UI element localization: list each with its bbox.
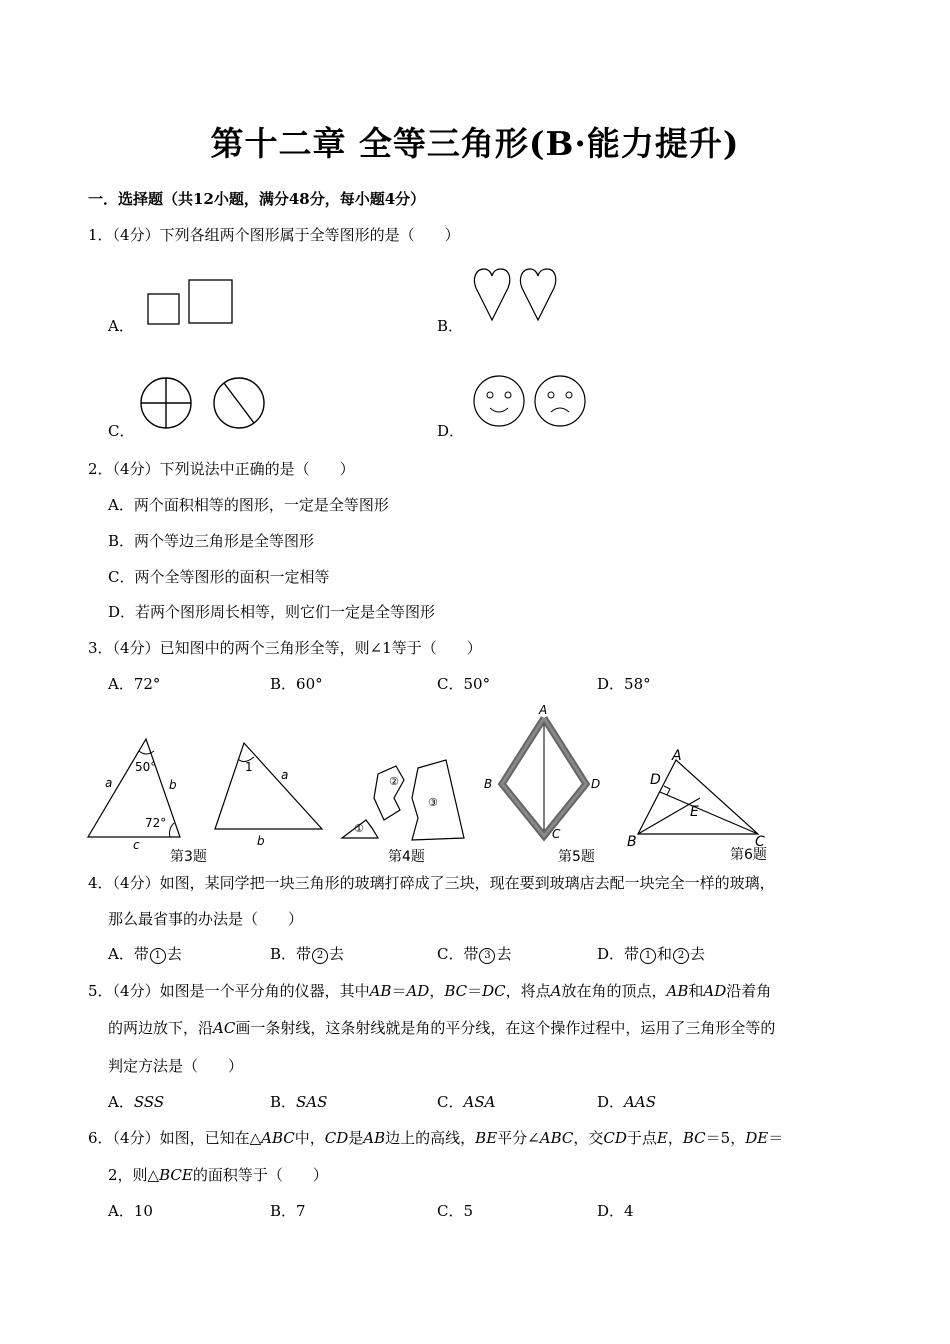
q1-figure-b (472, 266, 562, 324)
q1-option-a[interactable]: A． (108, 317, 134, 335)
t2-side-b-label: b (257, 834, 265, 848)
q5-option-c[interactable] (437, 1092, 495, 1112)
q4-option-b[interactable] (270, 944, 344, 964)
q6-line-2 (108, 1165, 328, 1185)
var-ab: AB (666, 982, 689, 1000)
text: ， (429, 982, 445, 1000)
point-e: E (690, 804, 699, 820)
asa: ASA (463, 1093, 496, 1111)
tool-point-c: C (552, 827, 561, 841)
text: 6．（4分）如图，已知在△ (88, 1129, 262, 1147)
angle-72-label: 72° (145, 816, 167, 830)
point-c: C (755, 834, 765, 850)
q2-stem: 2．（4分）下列说法中正确的是（ ） (88, 460, 355, 478)
q1-option-d[interactable]: D． (437, 422, 465, 440)
q4-stem-continued: 那么最省事的办法是（ ） (108, 910, 304, 928)
q3-option-d[interactable]: D．58° (597, 675, 651, 693)
var-bc: BC (682, 1129, 706, 1147)
text: 放在角的顶点， (561, 982, 667, 1000)
q4-option-c[interactable] (437, 944, 512, 964)
q3-option-c[interactable]: C．50° (437, 675, 491, 693)
var-ad: AD (703, 982, 727, 1000)
q5-line-2 (108, 1018, 775, 1038)
heart-left (474, 269, 509, 320)
text: 是 (348, 1129, 364, 1147)
text: 于点 (626, 1129, 657, 1147)
var-cd: CD (603, 1129, 627, 1147)
text: ＝ (391, 982, 407, 1000)
q4-stem: 4．（4分）如图，某同学把一块三角形的玻璃打碎成了三块，现在要到玻璃店去配一块完全一样的玻璃， (88, 874, 775, 892)
var-e: E (656, 1129, 668, 1147)
q3-option-b[interactable]: B．60° (270, 675, 323, 693)
piece-1-label: ① (354, 822, 364, 835)
sss: SSS (133, 1093, 165, 1111)
text: 画一条射线，这条射线就是角的平分线，在这个操作过程中，运用了三角形全等的 (235, 1019, 776, 1037)
q5-option-d[interactable] (597, 1092, 656, 1112)
q1-figure-d (472, 374, 592, 430)
q5-option-a[interactable] (108, 1092, 164, 1112)
figure-q6-triangle (630, 756, 770, 840)
text: ＝ (768, 1129, 784, 1147)
figure-q4-broken-glass (338, 758, 468, 850)
side-a-label: a (105, 776, 113, 790)
circled-3: 3 (479, 948, 495, 964)
var-bce: BCE (159, 1166, 193, 1184)
angle-1-label: 1 (245, 760, 253, 774)
figure-q3-triangles (84, 735, 329, 847)
text: 2，则△ (108, 1166, 160, 1184)
q4-a-suffix: 去 (166, 945, 182, 963)
text: 沿着角 (726, 982, 772, 1000)
var-ad: AD (406, 982, 430, 1000)
text: ＝ (467, 982, 483, 1000)
point-b: B (627, 834, 637, 850)
caption-figure-4: 第4题 (388, 849, 425, 865)
page-title: 第十二章 全等三角形(B·能力提升) (210, 124, 740, 163)
q1-stem: 1．（4分）下列各组两个图形属于全等图形的是（ ） (88, 226, 460, 244)
var-bc: BC (444, 982, 468, 1000)
q5-option-b[interactable] (270, 1092, 327, 1112)
var-a: A (550, 982, 562, 1000)
q4-a-prefix: A．带 (108, 945, 149, 963)
sad-face (535, 376, 585, 426)
text: 边上的高线， (385, 1129, 476, 1147)
text: ， (667, 1129, 683, 1147)
tool-point-d: D (591, 777, 601, 791)
q4-option-a[interactable] (108, 944, 182, 964)
text: B． (270, 1093, 297, 1111)
q4-c-prefix: C．带 (437, 945, 479, 963)
var-ab: AB (369, 982, 392, 1000)
q1-option-b[interactable]: B． (437, 317, 464, 335)
text: A． (108, 1093, 134, 1111)
text: 的两边放下，沿 (108, 1019, 214, 1037)
var-abc: ABC (261, 1129, 295, 1147)
var-ac: AC (213, 1019, 236, 1037)
section-heading: 一．选择题（共12小题，满分48分，每小题4分） (88, 190, 426, 208)
text: ，将点 (505, 982, 551, 1000)
var-cd: CD (324, 1129, 349, 1147)
heart-right (520, 269, 555, 320)
text: 和 (688, 982, 704, 1000)
smiley-face (474, 376, 524, 426)
q2-option-d[interactable]: D．若两个图形周长相等，则它们一定是全等图形 (108, 603, 436, 621)
text: ，交 (573, 1129, 604, 1147)
q5-line-1 (88, 981, 771, 1001)
caption-figure-6: 第6题 (730, 847, 767, 863)
side-c-label: c (133, 838, 140, 852)
q4-d-suffix: 去 (690, 945, 706, 963)
text: 的面积等于（ ） (192, 1166, 328, 1184)
q4-b-prefix: B．带 (270, 945, 312, 963)
piece-2-label: ② (389, 775, 399, 788)
small-square (148, 294, 179, 324)
var-abc: ABC (539, 1129, 574, 1147)
q6-line-1 (88, 1128, 783, 1148)
text: C． (437, 1093, 464, 1111)
q4-b-suffix: 去 (329, 945, 345, 963)
q6-option-b[interactable]: B．7 (270, 1202, 306, 1220)
large-square (189, 280, 232, 323)
circled-1: 1 (640, 948, 656, 964)
text: ＝5， (705, 1129, 746, 1147)
text: 5．（4分）如图是一个平分角的仪器，其中 (88, 982, 370, 1000)
q4-d-and: 和 (657, 945, 673, 963)
q3-stem: 3．（4分）已知图中的两个三角形全等，则∠1等于（ ） (88, 639, 482, 657)
point-a: A (672, 748, 682, 764)
q3-option-a[interactable]: A．72° (108, 675, 161, 693)
q1-figure-c (139, 376, 269, 432)
sas: SAS (296, 1093, 328, 1111)
q4-d-prefix: D．带 (597, 945, 640, 963)
q2-option-a[interactable]: A．两个面积相等的图形，一定是全等图形 (108, 496, 389, 514)
t2-side-a-label: a (281, 768, 289, 782)
caption-figure-5: 第5题 (558, 849, 595, 865)
text: D． (597, 1093, 625, 1111)
q4-option-d[interactable] (597, 944, 705, 964)
piece-3-label: ③ (428, 796, 438, 809)
circled-1: 1 (150, 948, 166, 964)
var-de: DE (745, 1129, 769, 1147)
side-b-label: b (169, 778, 177, 792)
q5-line-3: 判定方法是（ ） (108, 1057, 244, 1075)
circled-2: 2 (312, 948, 328, 964)
q4-c-suffix: 去 (496, 945, 512, 963)
q6-option-a[interactable]: A．10 (108, 1202, 153, 1220)
var-dc: DC (482, 982, 506, 1000)
q6-option-d[interactable]: D．4 (597, 1202, 634, 1220)
tool-point-a: A (539, 703, 548, 717)
var-ab: AB (363, 1129, 386, 1147)
figure-q5-bisector-tool (490, 708, 610, 840)
text: 中， (294, 1129, 325, 1147)
point-d: D (650, 772, 661, 788)
circled-2: 2 (673, 948, 689, 964)
q6-option-c[interactable]: C．5 (437, 1202, 474, 1220)
var-be: BE (475, 1129, 498, 1147)
aas: AAS (624, 1093, 656, 1111)
q1-option-c[interactable]: C． (108, 422, 135, 440)
q2-option-c[interactable]: C．两个全等图形的面积一定相等 (108, 568, 330, 586)
tool-point-b: B (484, 777, 493, 791)
angle-50-label: 50° (135, 760, 157, 774)
text: 平分∠ (497, 1129, 540, 1147)
caption-figure-3: 第3题 (170, 849, 207, 865)
q1-figure-a (146, 278, 236, 328)
q2-option-b[interactable]: B．两个等边三角形是全等图形 (108, 532, 315, 550)
